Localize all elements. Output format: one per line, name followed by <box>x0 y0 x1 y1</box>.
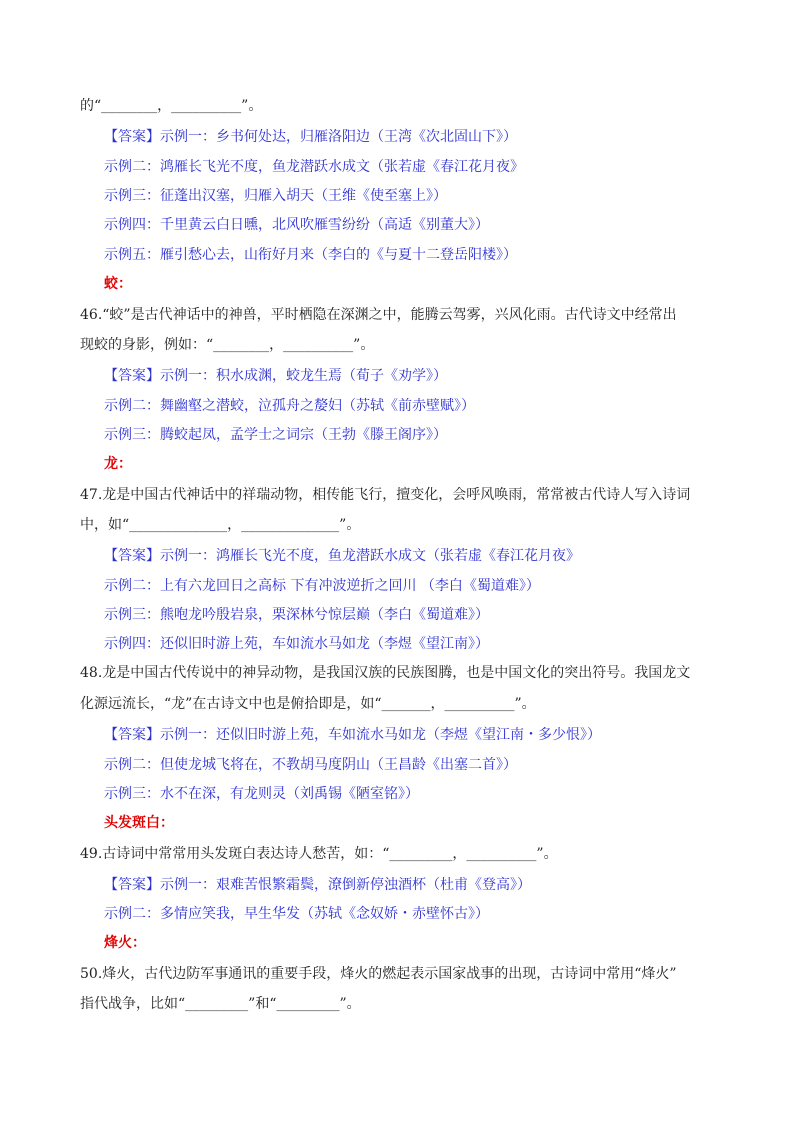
q46-line-2: 现蛟的身影，例如：“________，__________”。 <box>80 337 375 353</box>
q50-line-1: 50.烽火，古代边防军事通讯的重要手段，烽火的燃起表示国家战事的出现，古诗词中常用“烽火” <box>80 966 677 982</box>
q47-line-2: 中，如“______________，______________”。 <box>80 517 361 533</box>
q49-answer-2: 示例二：多情应笑我，早生华发（苏轼《念奴娇・赤壁怀古》） <box>104 906 489 922</box>
section-heading-long: 龙： <box>104 456 132 472</box>
q45-answer-4: 示例四：千里黄云白日曛，北风吹雁雪纷纷（高适《别董大》） <box>104 217 489 233</box>
q45-answer-5: 示例五：雁引愁心去，山衔好月来（李白的《与夏十二登岳阳楼》） <box>104 247 517 263</box>
q46-answer-3: 示例三：腾蛟起凤，孟学士之词宗（王勃《滕王阁序》） <box>104 427 447 443</box>
q47-answer-4: 示例四：还似旧时游上苑，车如流水马如龙（李煜《望江南》） <box>104 636 489 652</box>
q45-answer-2: 示例二：鸿雁长飞光不度，鱼龙潜跃水成文（张若虚《春江花月夜》 <box>104 159 524 175</box>
q48-answer-1: 【答案】示例一：还似旧时游上苑，车如流水马如龙（李煜《望江南・多少恨》） <box>104 727 601 743</box>
q46-answer-2: 示例二：舞幽壑之潜蛟，泣孤舟之嫠妇（苏轼《前赤壁赋》） <box>104 398 475 414</box>
q47-answer-3: 示例三：熊咆龙吟殷岩泉，栗深林兮惊层巅（李白《蜀道难》） <box>104 607 489 623</box>
q50-line-2: 指代战争，比如“_________”和“_________”。 <box>80 996 361 1012</box>
q46-answer-1: 【答案】示例一：积水成渊，蛟龙生焉（荀子《劝学》） <box>104 368 447 384</box>
q47-answer-1: 【答案】示例一：鸿雁长飞光不度，鱼龙潜跃水成文（张若虚《春江花月夜》 <box>104 548 580 564</box>
q48-answer-2: 示例二：但使龙城飞将在，不教胡马度阴山（王昌龄《出塞二首》） <box>104 757 517 773</box>
section-heading-hair: 头发斑白： <box>104 815 174 831</box>
section-heading-jiao: 蛟： <box>104 276 132 292</box>
q48-line-1: 48.龙是中国古代传说中的神异动物，是我国汉族的民族图腾，也是中国文化的突出符号。我国龙文 <box>80 665 691 681</box>
section-heading-fire: 烽火： <box>104 935 146 951</box>
q46-line-1: 46.“蛟”是古代神话中的神兽，平时栖隐在深渊之中，能腾云驾雾，兴风化雨。古代诗文中经常出 <box>80 307 677 323</box>
q45-answer-1: 【答案】示例一：乡书何处达，归雁洛阳边（王湾《次北固山下》） <box>104 129 517 145</box>
q47-answer-2: 示例二：上有六龙回日之高标 下有冲波逆折之回川 （李白《蜀道难》） <box>104 578 540 594</box>
q49-answer-1: 【答案】示例一：艰难苦恨繁霜鬓，潦倒新停浊酒杯（杜甫《登高》） <box>104 877 531 893</box>
q48-answer-3: 示例三：水不在深，有龙则灵（刘禹锡《陋室铭》） <box>104 786 419 802</box>
q45-answer-3: 示例三：征蓬出汉塞，归雁入胡天（王维《使至塞上》） <box>104 188 447 204</box>
q48-line-2: 化源远流长，“龙”在古诗文中也是俯拾即是，如“_______，__________”。 <box>80 696 536 712</box>
q47-line-1: 47.龙是中国古代神话中的祥瑞动物，相传能飞行，擅变化，会呼风唤雨，常常被古代诗人写入诗词 <box>80 487 691 503</box>
q45-tail: 的“________，__________”。 <box>80 98 263 114</box>
q49-line: 49.古诗词中常常用头发斑白表达诗人愁苦，如：“_________，__________”。 <box>80 846 558 862</box>
